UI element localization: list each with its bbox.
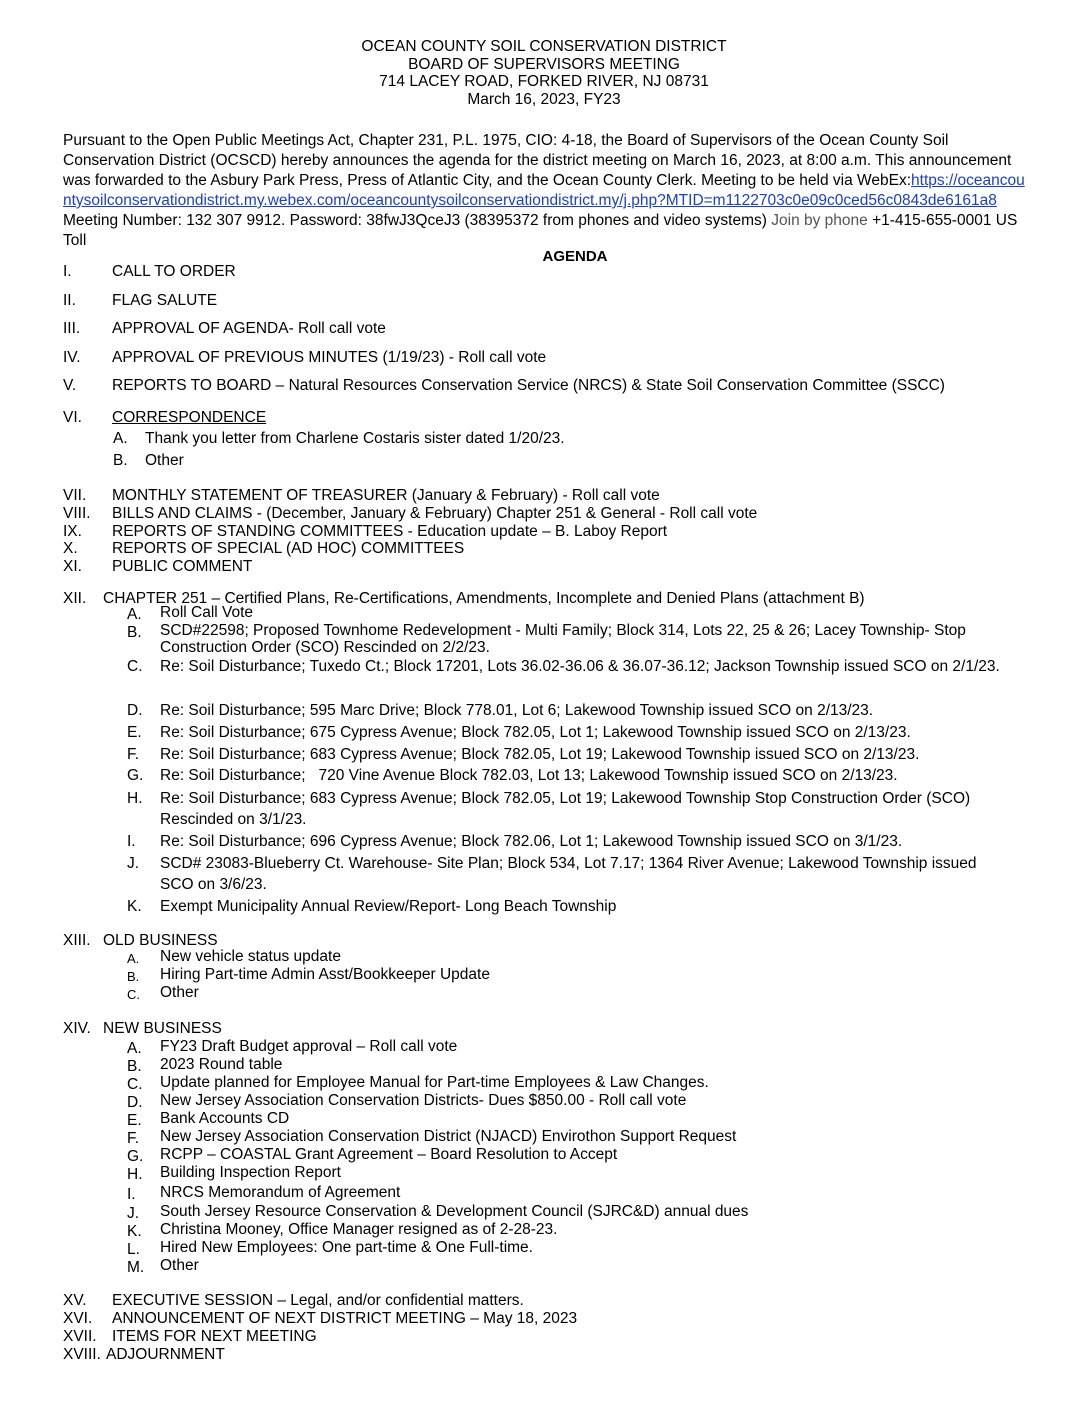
intro-text: Pursuant to the Open Public Meetings Act, Chapter 231, P.L. 1975, CIO: 4-18, the Board of Supervisors of the Ocean County Soil Conservation District (OCSCD) hereby announces the agenda for the district meeting on March 16, 2023, at 8:00 a.m. This announcement was forwarded to the Asbury Park Press, Press of Atlantic City, and the Ocean County Clerk. Meeting to be held via WebEx: [63, 132, 1012, 189]
chapter251-item [127, 744, 1007, 765]
item-letter: C. [127, 987, 140, 1002]
item-text: MONTHLY STATEMENT OF TREASURER (January & February) - Roll call vote [112, 487, 660, 504]
item-letter: H. [127, 790, 143, 807]
item-number: XV. [63, 1292, 87, 1309]
join-by-phone-label: Join by phone [771, 212, 868, 229]
agenda-item [63, 409, 266, 427]
item-letter: J. [127, 1205, 140, 1222]
item-text: FLAG SALUTE [112, 292, 218, 309]
item-text: SCD#22598; Proposed Townhome Redevelopment - Multi Family; Block 314, Lots 22, 25 & 26; Lacey Township- Stop Construction Order (SCO) Rescinded on 2/2/23. [160, 622, 966, 656]
item-text: Bank Accounts CD [160, 1110, 290, 1127]
agenda-item [63, 1292, 524, 1310]
item-text: REPORTS OF STANDING COMMITTEES - Education update – B. Laboy Report [112, 523, 668, 540]
item-text: Re: Soil Disturbance; 683 Cypress Avenue; Block 782.05, Lot 19; Lakewood Township issued SCO on 2/13/23. [160, 746, 920, 763]
new-business-item [127, 1221, 1007, 1239]
item-letter: A. [127, 951, 140, 966]
agenda-item [63, 292, 217, 310]
item-number: X. [63, 540, 78, 557]
new-business-item [127, 1146, 1007, 1164]
item-text: NRCS Memorandum of Agreement [160, 1184, 401, 1201]
item-number: VII. [63, 487, 87, 504]
item-text: New Jersey Association Conservation Districts- Dues $850.00 - Roll call vote [160, 1092, 687, 1109]
item-text: Re: Soil Disturbance; 720 Vine Avenue Block 782.03, Lot 13; Lakewood Township issued SCO on 2/13/23. [160, 767, 898, 784]
item-letter: B. [127, 969, 140, 984]
agenda-item [63, 320, 386, 338]
item-text: Re: Soil Disturbance; 595 Marc Drive; Block 778.01, Lot 6; Lakewood Township issued SCO on 2/13/23. [160, 702, 874, 719]
item-text: REPORTS OF SPECIAL (AD HOC) COMMITTEES [112, 540, 465, 557]
chapter251-item [127, 722, 1007, 743]
item-letter: G. [127, 767, 144, 784]
item-text: New vehicle status update [160, 948, 341, 965]
item-letter: B. [113, 452, 128, 469]
item-text: REPORTS TO BOARD – Natural Resources Conservation Service (NRCS) & State Soil Conservation Committee (SSCC) [112, 377, 945, 394]
agenda-item [63, 1020, 222, 1038]
header-meeting: BOARD OF SUPERVISORS MEETING [408, 55, 680, 73]
item-text: Thank you letter from Charlene Costaris sister dated 1/20/23. [145, 430, 565, 447]
item-text: 2023 Round table [160, 1056, 283, 1073]
item-text: Roll Call Vote [160, 604, 254, 621]
item-text: RCPP – COASTAL Grant Agreement – Board Resolution to Accept [160, 1146, 618, 1163]
chapter251-item [127, 853, 1007, 895]
item-letter: F. [127, 746, 140, 763]
item-letter: L. [127, 1241, 140, 1258]
new-business-item [127, 1074, 1007, 1092]
new-business-item [127, 1092, 1007, 1110]
intro-paragraph [63, 131, 1033, 251]
webex-link[interactable]: https://oceancountysoilconservationdistrict.my.webex.com/oceancountysoilconservationdistrict.my/j.php?MTID=m1122703c0e09c0ced56c0843de6161a8 [63, 172, 1025, 209]
item-text: APPROVAL OF AGENDA- Roll call vote [112, 320, 386, 337]
item-number: XI. [63, 558, 82, 575]
item-number: V. [63, 377, 77, 394]
item-text: South Jersey Resource Conservation & Development Council (SJRC&D) annual dues [160, 1203, 749, 1220]
item-letter: I. [127, 833, 136, 850]
item-text: Building Inspection Report [160, 1164, 341, 1181]
item-text: CALL TO ORDER [112, 263, 236, 280]
phone-number: +1-415-655-0001 US Toll [63, 212, 1018, 249]
meeting-credentials: Meeting Number: 132 307 9912. Password: 38fwJ3QceJ3 (38395372 from phones and video systems) [63, 212, 767, 229]
item-letter: C. [127, 658, 143, 675]
agenda-item [63, 558, 252, 576]
item-text: BILLS AND CLAIMS - (December, January & February) Chapter 251 & General - Roll call vote [112, 505, 758, 522]
item-text: PUBLIC COMMENT [112, 558, 253, 575]
item-letter: K. [127, 898, 142, 915]
item-text: Exempt Municipality Annual Review/Report- Long Beach Township [160, 898, 617, 915]
new-business-item [127, 1128, 1007, 1146]
item-text: Other [145, 452, 184, 469]
item-text: CORRESPONDENCE [112, 409, 267, 426]
item-text: Update planned for Employee Manual for Part-time Employees & Law Changes. [160, 1074, 709, 1091]
chapter251-item [127, 896, 1007, 917]
item-text: ITEMS FOR NEXT MEETING [112, 1328, 317, 1345]
item-letter: G. [127, 1148, 144, 1165]
document-header [0, 38, 1088, 108]
correspondence-item [113, 452, 184, 470]
agenda-item [63, 487, 660, 505]
agenda-item [63, 1346, 225, 1364]
item-letter: A. [127, 1040, 142, 1057]
item-number: XVII. [63, 1328, 97, 1345]
item-number: IV. [63, 349, 81, 366]
item-number: VI. [63, 409, 82, 426]
item-text: Re: Soil Disturbance; 683 Cypress Avenue; Block 782.05, Lot 19; Lakewood Township Stop Construction Order (SCO) Rescinded on 3/1/23. [160, 790, 971, 828]
item-number: VIII. [63, 505, 91, 522]
item-text: Re: Soil Disturbance; 675 Cypress Avenue; Block 782.05, Lot 1; Lakewood Township issued SCO on 2/13/23. [160, 724, 911, 741]
item-letter: D. [127, 702, 143, 719]
item-letter: E. [127, 724, 142, 741]
chapter251-item [127, 765, 1007, 786]
item-letter: K. [127, 1223, 142, 1240]
chapter251-item [127, 700, 1007, 721]
new-business-item [127, 1203, 1007, 1221]
chapter251-item [127, 831, 1007, 852]
old-business-item [127, 948, 1007, 966]
item-number: IX. [63, 523, 82, 540]
item-number: XII. [63, 590, 87, 607]
item-number: III. [63, 320, 81, 337]
item-letter: J. [127, 855, 140, 872]
item-text: SCD# 23083-Blueberry Ct. Warehouse- Site Plan; Block 534, Lot 7.17; 1364 River Avenue; Lakewood Township issued SCO on 3/6/23. [160, 855, 977, 893]
chapter251-item [127, 788, 1007, 830]
item-text: NEW BUSINESS [103, 1020, 222, 1037]
item-text: Hiring Part-time Admin Asst/Bookkeeper Update [160, 966, 490, 983]
item-letter: I. [127, 1186, 136, 1203]
chapter251-item [127, 604, 1007, 622]
item-text: OLD BUSINESS [103, 932, 218, 949]
item-text: Christina Mooney, Office Manager resigned as of 2-28-23. [160, 1221, 558, 1238]
new-business-item [127, 1257, 1007, 1275]
header-org: OCEAN COUNTY SOIL CONSERVATION DISTRICT [361, 38, 727, 55]
old-business-item [127, 966, 1007, 984]
item-text: EXECUTIVE SESSION – Legal, and/or confidential matters. [112, 1292, 524, 1309]
item-text: ANNOUNCEMENT OF NEXT DISTRICT MEETING – May 18, 2023 [112, 1310, 578, 1327]
item-number: II. [63, 292, 76, 309]
item-letter: H. [127, 1166, 143, 1183]
agenda-item [63, 1328, 317, 1346]
agenda-item [63, 540, 464, 558]
item-letter: B. [127, 624, 142, 641]
new-business-item [127, 1239, 1007, 1257]
agenda-item [63, 1310, 577, 1328]
agenda-title: AGENDA [542, 248, 608, 265]
new-business-item [127, 1110, 1007, 1128]
item-text: Hired New Employees: One part-time & One Full-time. [160, 1239, 533, 1256]
item-text: ADJOURNMENT [106, 1346, 225, 1363]
item-text: Other [160, 984, 199, 1001]
item-number: XIV. [63, 1020, 91, 1037]
item-letter: D. [127, 1094, 143, 1111]
new-business-item [127, 1038, 1007, 1056]
item-letter: C. [127, 1076, 143, 1093]
item-text: Other [160, 1257, 199, 1274]
item-text: New Jersey Association Conservation District (NJACD) Envirothon Support Request [160, 1128, 737, 1145]
chapter251-item [127, 622, 1007, 656]
item-letter: B. [127, 1058, 142, 1075]
item-letter: A. [127, 606, 142, 623]
agenda-item [63, 505, 757, 523]
item-number: XVIII. [63, 1346, 101, 1363]
item-text: FY23 Draft Budget approval – Roll call vote [160, 1038, 458, 1055]
item-letter: A. [113, 430, 128, 447]
item-number: XVI. [63, 1310, 93, 1327]
old-business-item [127, 984, 1007, 1002]
item-text: CHAPTER 251 – Certified Plans, Re-Certifications, Amendments, Incomplete and Denied Plans (attachment B) [103, 590, 865, 607]
header-date: March 16, 2023, FY23 [467, 90, 621, 108]
item-letter: E. [127, 1112, 142, 1129]
agenda-item [63, 377, 945, 395]
item-number: I. [63, 263, 72, 280]
item-letter: M. [127, 1259, 145, 1276]
item-text: Re: Soil Disturbance; 696 Cypress Avenue; Block 782.06, Lot 1; Lakewood Township issued SCO on 3/1/23. [160, 833, 903, 850]
agenda-item [63, 263, 236, 281]
item-letter: F. [127, 1130, 140, 1147]
item-text: APPROVAL OF PREVIOUS MINUTES (1/19/23) - Roll call vote [112, 349, 547, 366]
header-address: 714 LACEY ROAD, FORKED RIVER, NJ 08731 [379, 73, 709, 90]
agenda-item [63, 349, 546, 367]
correspondence-item [113, 430, 565, 448]
item-number: XIII. [63, 932, 91, 949]
new-business-item [127, 1184, 1007, 1202]
new-business-item [127, 1056, 1007, 1074]
new-business-item [127, 1164, 1007, 1182]
item-text: Re: Soil Disturbance; Tuxedo Ct.; Block 17201, Lots 36.02-36.06 & 36.07-36.12; Jackson Township issued SCO on 2/1/23. [160, 658, 1000, 675]
chapter251-item [127, 656, 1007, 677]
agenda-item [63, 523, 667, 541]
